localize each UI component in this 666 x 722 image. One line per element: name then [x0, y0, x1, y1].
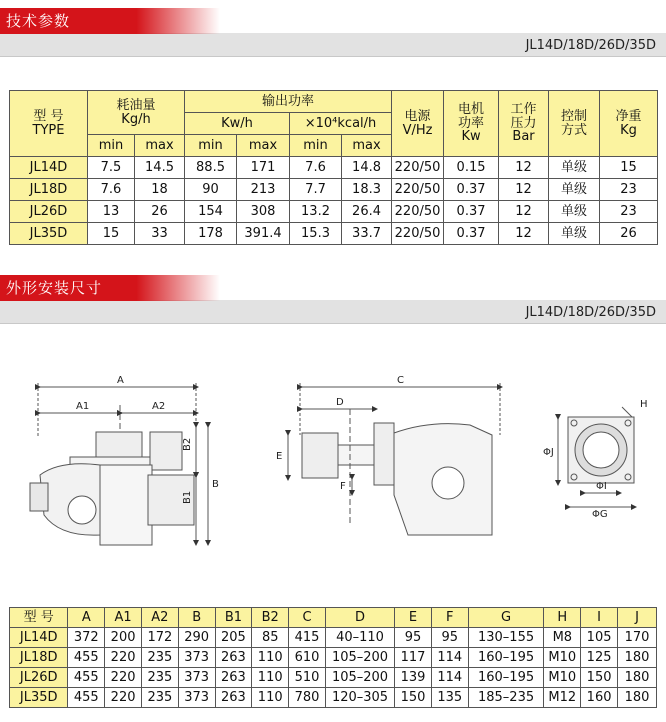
- burner-drawings-svg: [0, 365, 666, 595]
- dim-cell: 117: [395, 648, 432, 668]
- dim-cell: 170: [617, 628, 656, 648]
- spec-cell: 15: [88, 223, 135, 245]
- model-cell: JL14D: [10, 157, 88, 179]
- dim-cell: 220: [105, 688, 142, 708]
- model-cell: JL35D: [10, 688, 68, 708]
- spec-cell: 33.7: [342, 223, 392, 245]
- label-J: ΦJ: [543, 447, 554, 458]
- label-B: B: [212, 479, 219, 490]
- label-A2: A2: [152, 401, 166, 412]
- dim-cell: 373: [178, 648, 215, 668]
- dim-header-cell: H: [544, 608, 581, 628]
- dim-cell: 114: [431, 668, 468, 688]
- spec-cell: 12: [499, 157, 549, 179]
- output-header: 输出功率: [185, 91, 392, 113]
- dim-header-cell: B: [178, 608, 215, 628]
- spec-cell: 13.2: [290, 201, 342, 223]
- spec-cell: 33: [135, 223, 185, 245]
- spec-cell: 171: [237, 157, 290, 179]
- dim-table-row: [10, 668, 657, 688]
- dim-header-cell: I: [581, 608, 618, 628]
- label-A1: A1: [76, 401, 90, 412]
- model-cell: JL14D: [10, 628, 68, 648]
- spec-cell: 154: [185, 201, 237, 223]
- spec-cell: 0.37: [444, 201, 499, 223]
- dim-header-cell: B1: [215, 608, 252, 628]
- kw-header: Kw/h: [185, 113, 290, 135]
- dim-cell: 105–200: [325, 648, 394, 668]
- model-cell: JL26D: [10, 201, 88, 223]
- dim-cell: 110: [252, 668, 289, 688]
- kw-max: max: [237, 135, 290, 157]
- spec-cell: 88.5: [185, 157, 237, 179]
- side-view-drawing: [288, 383, 500, 535]
- dim-header-cell: C: [289, 608, 326, 628]
- dim-cell: M12: [544, 688, 581, 708]
- dim-cell: 510: [289, 668, 326, 688]
- dim-cell: 263: [215, 668, 252, 688]
- dim-table-row: [10, 688, 657, 708]
- dim-cell: 235: [141, 648, 178, 668]
- spec-cell: 13: [88, 201, 135, 223]
- label-D: D: [336, 397, 344, 408]
- dim-cell: 135: [431, 688, 468, 708]
- fuel-header: 耗油量 Kg/h: [88, 91, 185, 135]
- spec-cell: 308: [237, 201, 290, 223]
- dim-cell: 200: [105, 628, 142, 648]
- dim-cell: M8: [544, 628, 581, 648]
- dim-cell: 110: [252, 648, 289, 668]
- flange-view-drawing: [558, 407, 634, 507]
- spec-cell: 单级: [549, 201, 600, 223]
- dim-cell: 372: [68, 628, 105, 648]
- spec-cell: 12: [499, 223, 549, 245]
- label-H: H: [640, 399, 648, 410]
- dim-cell: 290: [178, 628, 215, 648]
- model-cell: JL18D: [10, 179, 88, 201]
- spec-cell: 7.6: [290, 157, 342, 179]
- spec-cell: 0.15: [444, 157, 499, 179]
- label-C: C: [397, 375, 404, 386]
- label-E: E: [276, 451, 283, 462]
- dim-cell: 150: [581, 668, 618, 688]
- dim-table-row: [10, 628, 657, 648]
- dim-cell: 263: [215, 688, 252, 708]
- spec-cell: 7.5: [88, 157, 135, 179]
- motor-header: 电机 功率 Kw: [444, 91, 499, 157]
- dim-cell: 105–200: [325, 668, 394, 688]
- spec-table: [9, 90, 658, 245]
- spec-cell: 23: [600, 201, 658, 223]
- dim-cell: 172: [141, 628, 178, 648]
- spec-cell: 0.37: [444, 223, 499, 245]
- dim-cell: 180: [617, 688, 656, 708]
- dimension-table: [9, 607, 657, 708]
- kcal-max: max: [342, 135, 392, 157]
- dim-cell: M10: [544, 668, 581, 688]
- dim-cell: 220: [105, 648, 142, 668]
- dim-cell: 455: [68, 648, 105, 668]
- kw-min: min: [185, 135, 237, 157]
- dim-cell: 150: [395, 688, 432, 708]
- dim-cell: 160–195: [468, 668, 544, 688]
- dim-cell: 780: [289, 688, 326, 708]
- dim-cell: 610: [289, 648, 326, 668]
- section-models-dimensions: JL14D/18D/26D/35D: [525, 305, 656, 320]
- dim-header-cell: E: [395, 608, 432, 628]
- kcal-min: min: [290, 135, 342, 157]
- dim-cell: 373: [178, 688, 215, 708]
- spec-cell: 26: [600, 223, 658, 245]
- dim-header-cell: A2: [141, 608, 178, 628]
- kcal-header: ×10⁴kcal/h: [290, 113, 392, 135]
- dim-header-cell: 型 号: [10, 608, 68, 628]
- spec-cell: 391.4: [237, 223, 290, 245]
- dim-header-cell: J: [617, 608, 656, 628]
- dim-cell: 40–110: [325, 628, 394, 648]
- dim-cell: 105: [581, 628, 618, 648]
- spec-table-row: [10, 157, 658, 179]
- spec-cell: 14.5: [135, 157, 185, 179]
- section-models-specs: JL14D/18D/26D/35D: [525, 38, 656, 53]
- label-B1: B1: [182, 490, 193, 504]
- spec-cell: 0.37: [444, 179, 499, 201]
- dim-cell: 455: [68, 668, 105, 688]
- dim-header-cell: A1: [105, 608, 142, 628]
- spec-cell: 12: [499, 179, 549, 201]
- spec-cell: 单级: [549, 157, 600, 179]
- dim-cell: 110: [252, 688, 289, 708]
- dim-cell: 139: [395, 668, 432, 688]
- dim-cell: M10: [544, 648, 581, 668]
- spec-cell: 23: [600, 179, 658, 201]
- model-cell: JL35D: [10, 223, 88, 245]
- spec-table-row: [10, 223, 658, 245]
- fuel-min: min: [88, 135, 135, 157]
- spec-cell: 18.3: [342, 179, 392, 201]
- spec-cell: 220/50: [392, 179, 444, 201]
- dim-header-cell: B2: [252, 608, 289, 628]
- spec-cell: 178: [185, 223, 237, 245]
- dim-cell: 120–305: [325, 688, 394, 708]
- label-I: ΦI: [596, 481, 607, 492]
- dim-cell: 235: [141, 668, 178, 688]
- spec-cell: 220/50: [392, 201, 444, 223]
- dimension-drawings: [0, 365, 666, 595]
- dim-cell: 373: [178, 668, 215, 688]
- control-header: 控制 方式: [549, 91, 600, 157]
- dim-cell: 220: [105, 668, 142, 688]
- dim-header-cell: D: [325, 608, 394, 628]
- dim-cell: 180: [617, 668, 656, 688]
- spec-cell: 15: [600, 157, 658, 179]
- section-title-dimensions: 外形安装尺寸: [0, 275, 220, 301]
- spec-cell: 7.7: [290, 179, 342, 201]
- spec-cell: 220/50: [392, 157, 444, 179]
- pressure-header: 工作 压力 Bar: [499, 91, 549, 157]
- dim-cell: 130–155: [468, 628, 544, 648]
- spec-cell: 26.4: [342, 201, 392, 223]
- dim-header-cell: A: [68, 608, 105, 628]
- spec-cell: 单级: [549, 179, 600, 201]
- dim-cell: 95: [431, 628, 468, 648]
- spec-cell: 90: [185, 179, 237, 201]
- spec-cell: 15.3: [290, 223, 342, 245]
- spec-cell: 14.8: [342, 157, 392, 179]
- front-view-drawing: [30, 383, 208, 545]
- spec-cell: 213: [237, 179, 290, 201]
- dim-cell: 180: [617, 648, 656, 668]
- power-header: 电源 V/Hz: [392, 91, 444, 157]
- type-header: 型 号 TYPE: [10, 91, 88, 157]
- label-B2: B2: [182, 437, 193, 451]
- dim-header-cell: F: [431, 608, 468, 628]
- dim-cell: 160–195: [468, 648, 544, 668]
- spec-cell: 220/50: [392, 223, 444, 245]
- label-G: ΦG: [592, 509, 608, 520]
- dim-cell: 185–235: [468, 688, 544, 708]
- dim-cell: 114: [431, 648, 468, 668]
- dim-cell: 160: [581, 688, 618, 708]
- section-title-specs: 技术参数: [0, 8, 220, 34]
- dim-table-row: [10, 648, 657, 668]
- weight-header: 净重 Kg: [600, 91, 658, 157]
- dim-cell: 95: [395, 628, 432, 648]
- label-A: A: [117, 375, 124, 386]
- spec-cell: 7.6: [88, 179, 135, 201]
- dim-cell: 125: [581, 648, 618, 668]
- dim-cell: 85: [252, 628, 289, 648]
- spec-table-row: [10, 179, 658, 201]
- spec-cell: 单级: [549, 223, 600, 245]
- spec-cell: 26: [135, 201, 185, 223]
- dim-cell: 415: [289, 628, 326, 648]
- dim-cell: 263: [215, 648, 252, 668]
- spec-cell: 12: [499, 201, 549, 223]
- model-cell: JL18D: [10, 648, 68, 668]
- dim-cell: 205: [215, 628, 252, 648]
- fuel-max: max: [135, 135, 185, 157]
- dim-cell: 235: [141, 688, 178, 708]
- dim-cell: 455: [68, 688, 105, 708]
- dim-header-cell: G: [468, 608, 544, 628]
- label-F: F: [340, 481, 346, 492]
- spec-table-row: [10, 201, 658, 223]
- spec-cell: 18: [135, 179, 185, 201]
- model-cell: JL26D: [10, 668, 68, 688]
